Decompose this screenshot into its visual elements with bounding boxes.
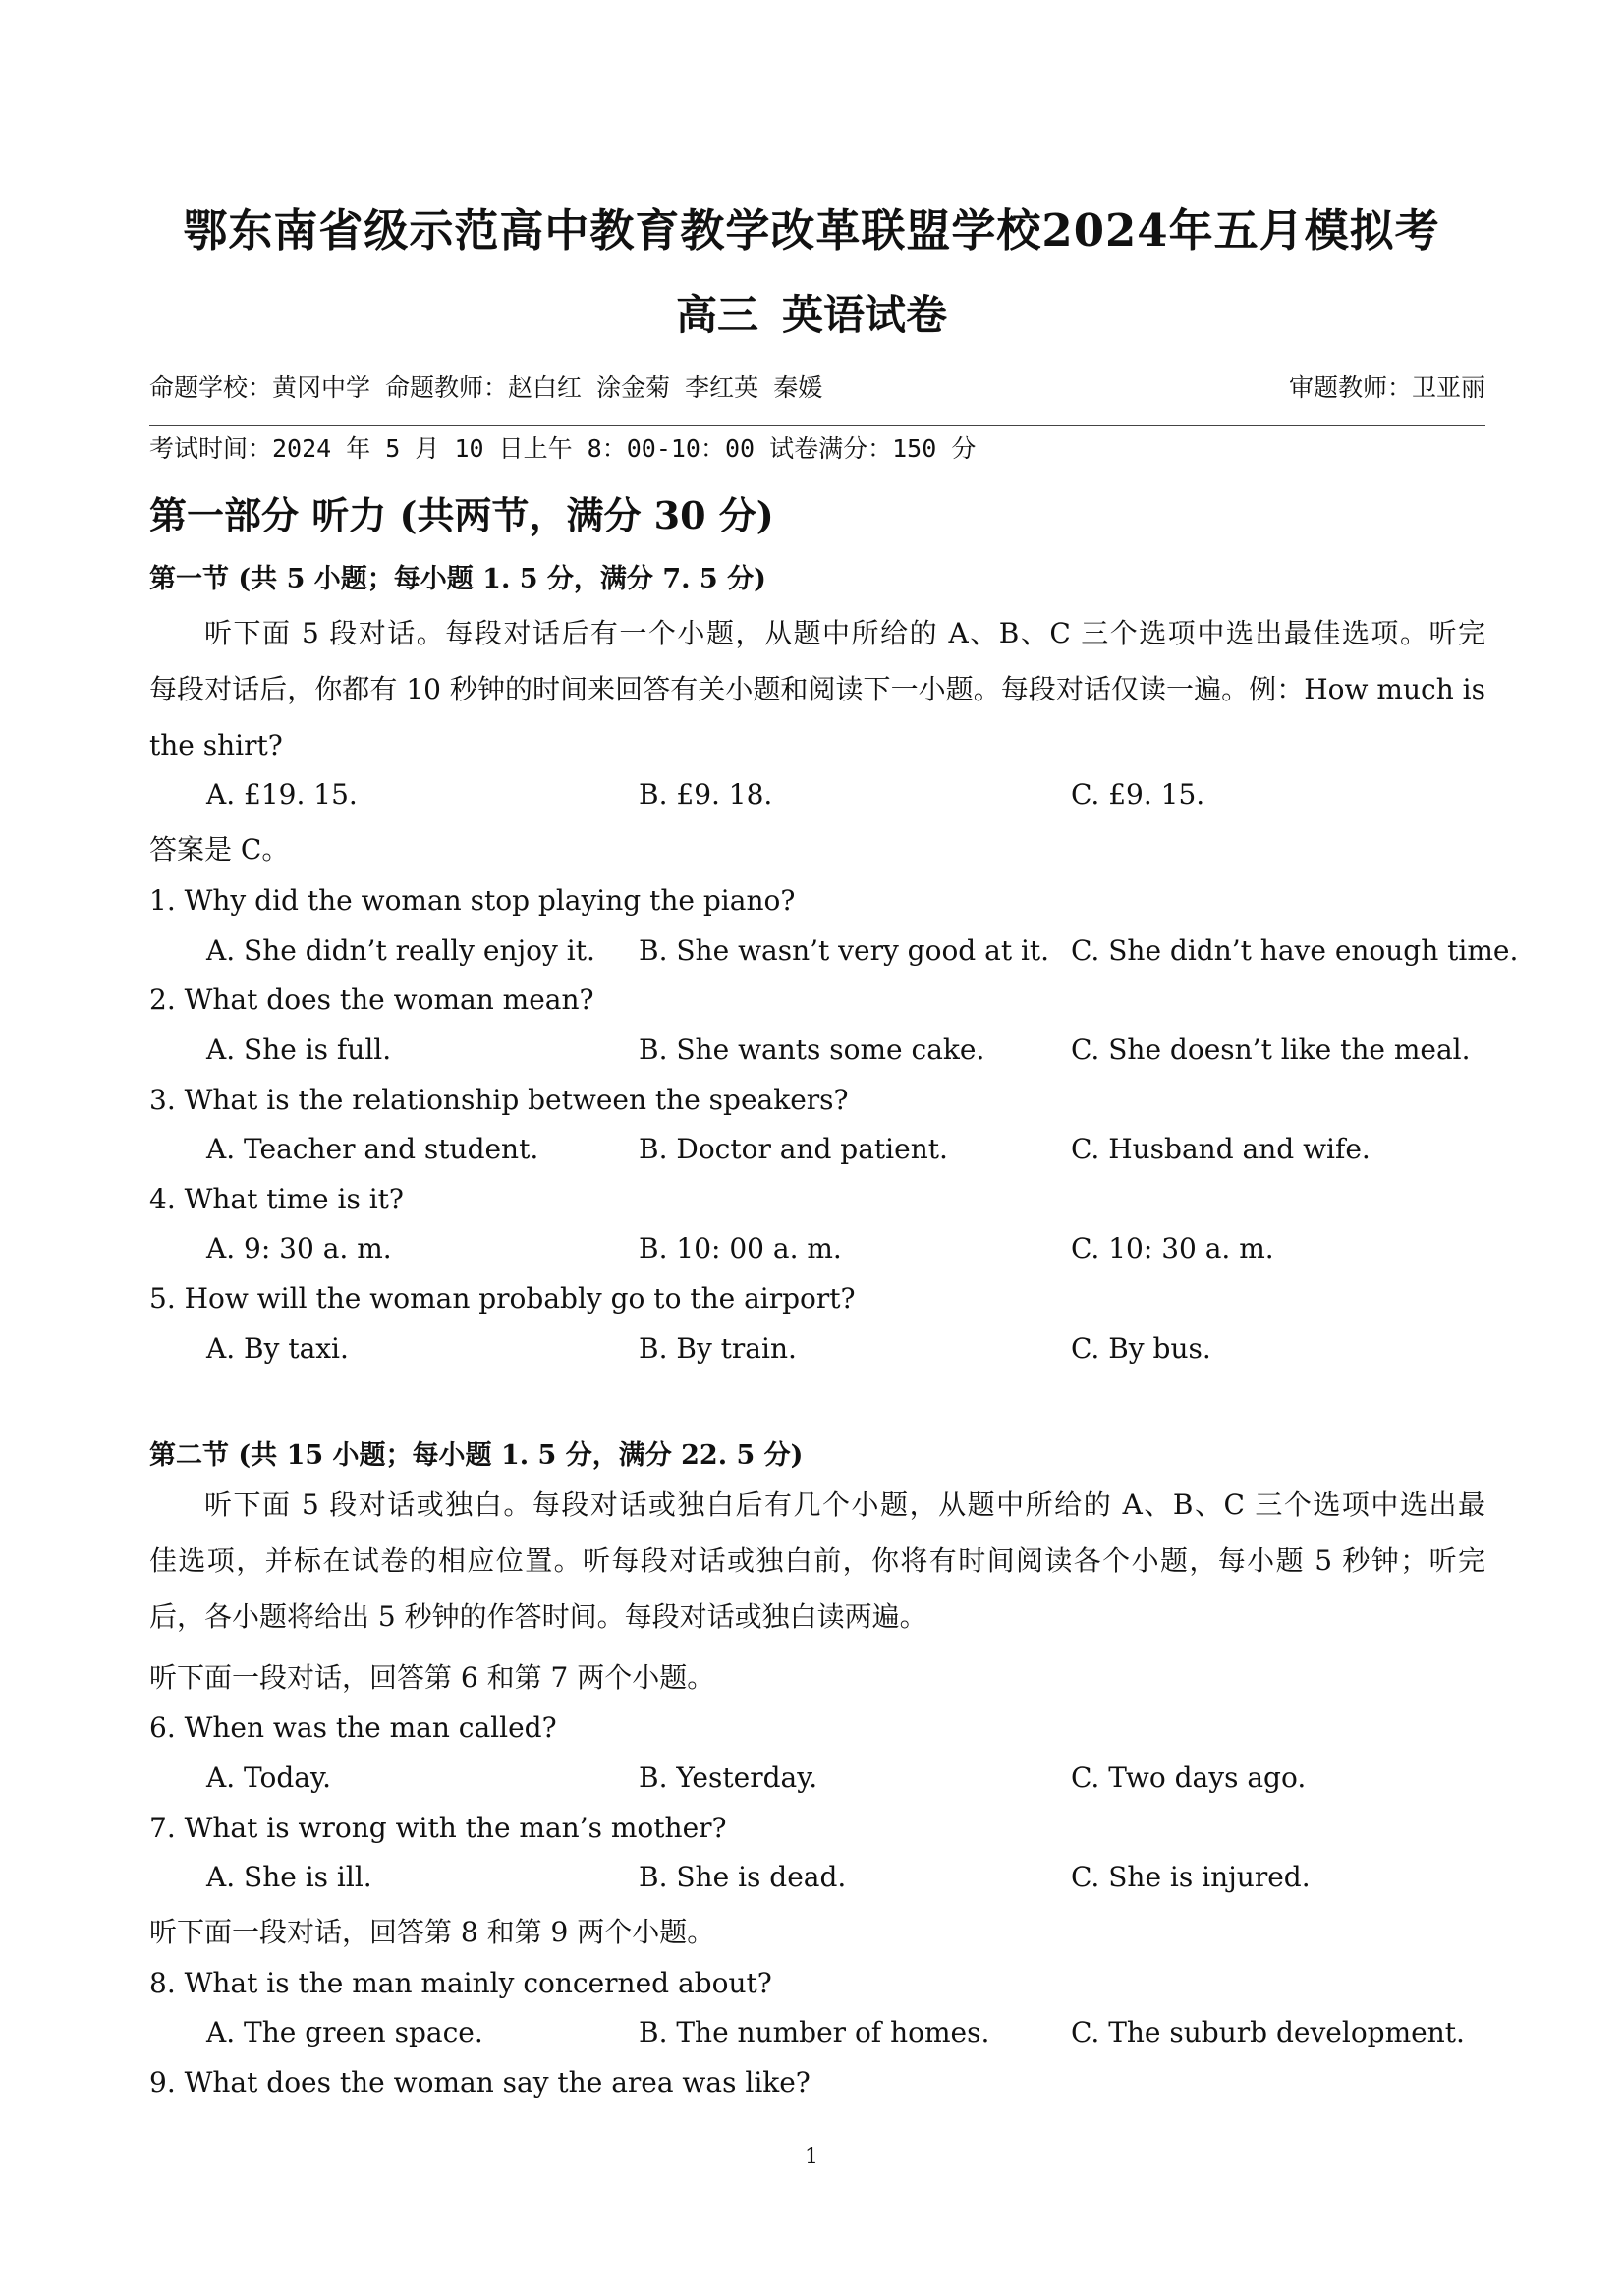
question-2-option-b: B. She wants some cake. xyxy=(639,1034,985,1066)
exam-subtitle xyxy=(0,283,1623,342)
question-7: 7. What is wrong with the man’s mother? xyxy=(149,1812,727,1844)
group2-note: 听下面一段对话，回答第 8 和第 9 两个小题。 xyxy=(149,1916,715,1948)
question-7-option-a: A. She is ill. xyxy=(206,1861,372,1893)
question-6: 6. When was the man called? xyxy=(149,1711,557,1744)
setter-info-row xyxy=(149,368,1485,404)
subject-label: 英语试卷 xyxy=(782,291,948,339)
example-answer: 答案是 C。 xyxy=(149,833,290,866)
question-8: 8. What is the man mainly concerned about? xyxy=(149,1967,772,1999)
question-5-option-c: C. By bus. xyxy=(1071,1332,1211,1365)
question-2-option-a: A. She is full. xyxy=(206,1034,392,1066)
question-3: 3. What is the relationship between the speakers? xyxy=(149,1084,849,1116)
part1-title: 第一部分 听力 (共两节，满分 30 分) xyxy=(149,493,774,537)
question-7-option-c: C. She is injured. xyxy=(1071,1861,1311,1893)
exam-time-info: 考试时间：2024 年 5 月 10 日上午 8：00-10：00 试卷满分：150 分 xyxy=(149,434,977,463)
section2-instructions xyxy=(149,1477,1485,1645)
instruction-line: 后，各小题将给出 5 秒钟的作答时间。每段对话或独白读两遍。 xyxy=(149,1600,927,1633)
question-1-option-c: C. She didn’t have enough time. xyxy=(1071,934,1519,967)
instruction-line: 听下面 5 段对话。每段对话后有一个小题，从题中所给的 A、B、C 三个选项中选出最佳选项。听完 xyxy=(204,617,1485,649)
question-6-option-a: A. Today. xyxy=(206,1762,331,1794)
question-1: 1. Why did the woman stop playing the piano? xyxy=(149,884,796,917)
section2-heading: 第二节 (共 15 小题；每小题 1. 5 分，满分 22. 5 分) xyxy=(149,1440,804,1471)
example-option-a: A. £19. 15. xyxy=(206,778,358,811)
question-6-option-c: C. Two days ago. xyxy=(1071,1762,1307,1794)
example-option-c: C. £9. 15. xyxy=(1071,778,1205,811)
question-1-option-b: B. She wasn’t very good at it. xyxy=(639,934,1050,967)
question-9: 9. What does the woman say the area was like? xyxy=(149,2066,811,2099)
page-number: 1 xyxy=(805,2145,818,2169)
grade-label: 高三 xyxy=(675,291,758,339)
question-3-option-a: A. Teacher and student. xyxy=(206,1133,539,1165)
header-divider xyxy=(149,425,1485,426)
question-4: 4. What time is it? xyxy=(149,1183,404,1215)
question-6-option-b: B. Yesterday. xyxy=(639,1762,818,1794)
instruction-line: 佳选项，并标在试卷的相应位置。听每段对话或独白前，你将有时间阅读各个小题，每小题 5 秒钟；听完 xyxy=(149,1544,1485,1577)
question-2-option-c: C. She doesn’t like the meal. xyxy=(1071,1034,1471,1066)
question-8-option-a: A. The green space. xyxy=(206,2016,483,2048)
exam-title: 鄂东南省级示范高中教育教学改革联盟学校2024年五月模拟考 xyxy=(183,204,1440,256)
section1-heading: 第一节 (共 5 小题；每小题 1. 5 分，满分 7. 5 分) xyxy=(149,564,766,594)
group1-note: 听下面一段对话，回答第 6 和第 7 两个小题。 xyxy=(149,1661,715,1694)
instruction-line: the shirt? xyxy=(149,729,283,761)
question-5-option-a: A. By taxi. xyxy=(206,1332,349,1365)
setter-info: 命题学校：黄冈中学 命题教师：赵白红 涂金菊 李红英 秦媛 xyxy=(149,373,823,402)
instruction-line: 听下面 5 段对话或独白。每段对话或独白后有几个小题，从题中所给的 A、B、C 三个选项中选出最 xyxy=(204,1488,1485,1521)
question-3-option-c: C. Husband and wife. xyxy=(1071,1133,1371,1165)
question-2: 2. What does the woman mean? xyxy=(149,983,594,1016)
question-8-option-b: B. The number of homes. xyxy=(639,2016,990,2048)
question-4-option-c: C. 10: 30 a. m. xyxy=(1071,1232,1274,1264)
question-4-option-b: B. 10: 00 a. m. xyxy=(639,1232,842,1264)
question-5-option-b: B. By train. xyxy=(639,1332,797,1365)
question-3-option-b: B. Doctor and patient. xyxy=(639,1133,948,1165)
instruction-line: 每段对话后，你都有 10 秒钟的时间来回答有关小题和阅读下一小题。每段对话仅读一遍。例：How much is xyxy=(149,673,1485,705)
question-7-option-b: B. She is dead. xyxy=(639,1861,847,1893)
example-option-b: B. £9. 18. xyxy=(639,778,773,811)
reviewer-info: 审题教师：卫亚丽 xyxy=(1288,373,1485,402)
section1-instructions xyxy=(149,605,1485,773)
question-4-option-a: A. 9: 30 a. m. xyxy=(206,1232,392,1264)
question-5: 5. How will the woman probably go to the airport? xyxy=(149,1282,856,1315)
question-8-option-c: C. The suburb development. xyxy=(1071,2016,1465,2048)
question-1-option-a: A. She didn’t really enjoy it. xyxy=(206,934,595,967)
